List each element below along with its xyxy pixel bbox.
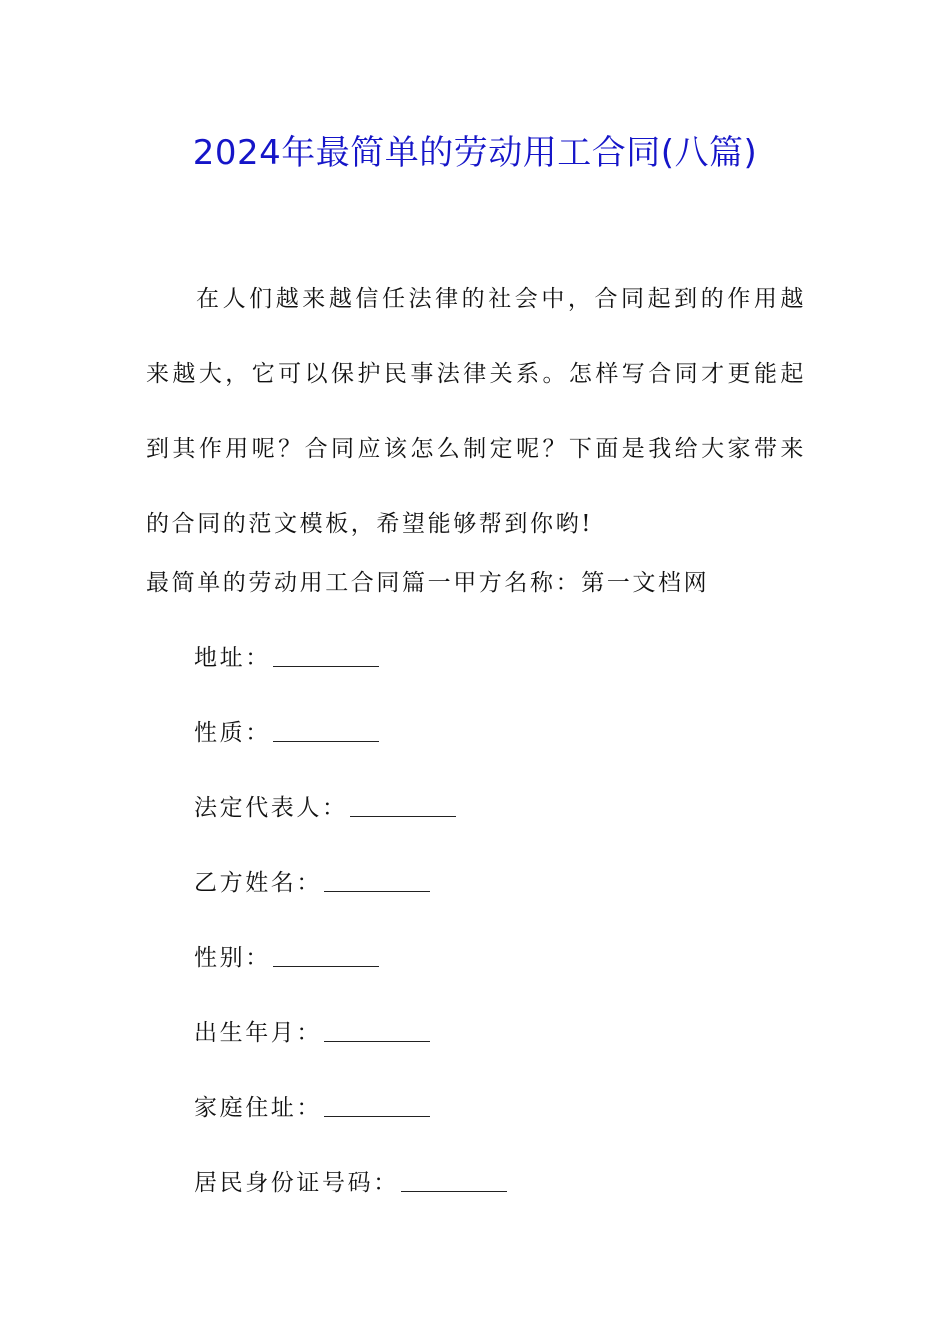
- fill-blank: [273, 640, 379, 667]
- fill-blank: [324, 1015, 430, 1042]
- field-label: 乙方姓名：: [194, 870, 322, 896]
- field-nature: [194, 713, 379, 753]
- field-home-address: [194, 1088, 430, 1128]
- field-label: 出生年月：: [194, 1020, 322, 1046]
- field-label: 地址：: [194, 645, 271, 671]
- document-title: 2024年最简单的劳动用工合同(八篇): [192, 133, 758, 173]
- section-heading: 最简单的劳动用工合同篇一甲方名称：第一文档网: [146, 570, 710, 596]
- field-address: [194, 638, 379, 678]
- fill-blank: [324, 1090, 430, 1117]
- fill-blank: [273, 715, 379, 742]
- field-label: 法定代表人：: [194, 795, 348, 821]
- field-gender: [194, 938, 379, 978]
- field-label: 家庭住址：: [194, 1095, 322, 1121]
- field-id-number: [194, 1163, 507, 1203]
- intro-paragraph: 在人们越来越信任法律的社会中，合同起到的作用越来越大，它可以保护民事法律关系。怎样写合同才更能起到其作用呢？合同应该怎么制定呢？下面是我给大家带来的合同的范文模板，希望能够帮到你哟!: [146, 286, 806, 537]
- field-party-b-name: [194, 863, 430, 903]
- field-label: 性质：: [194, 720, 271, 746]
- field-legal-representative: [194, 788, 456, 828]
- field-label: 居民身份证号码：: [194, 1170, 399, 1196]
- field-birth-date: [194, 1013, 430, 1053]
- fill-blank: [350, 790, 456, 817]
- fill-blank: [273, 940, 379, 967]
- field-label: 性别：: [194, 945, 271, 971]
- fill-blank: [401, 1165, 507, 1192]
- fill-blank: [324, 865, 430, 892]
